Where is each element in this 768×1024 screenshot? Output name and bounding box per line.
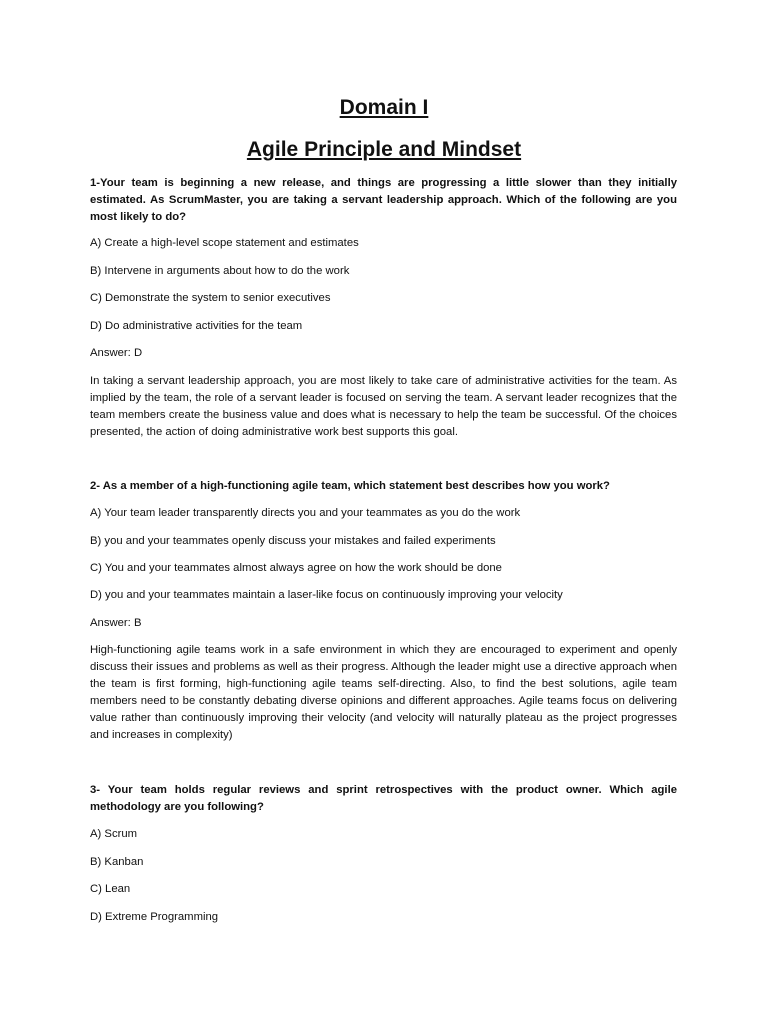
domain-heading: Domain I xyxy=(339,96,429,119)
q3-option-c: C) Lean xyxy=(90,883,131,895)
q3-option-d: D) Extreme Programming xyxy=(90,911,219,923)
topic-heading: Agile Principle and Mindset xyxy=(246,138,522,161)
q2-option-d: D) you and your teammates maintain a laser-like focus on continuously improving your velocity xyxy=(90,589,563,601)
q1-answer: Answer: D xyxy=(90,347,143,359)
q3-option-a: A) Scrum xyxy=(90,828,138,840)
q1-explanation: In taking a servant leadership approach, you are most likely to take care of administrative activities for the team. As implied by the team, the role of a servant leader is focused on serving the team. A servant leader recognizes that the team members create the business value and does what is necessary to help the team be successful. Of the choices presented, the action of doing administrative work best supports this goal. xyxy=(90,375,677,438)
q1-option-d: D) Do administrative activities for the team xyxy=(90,320,303,332)
q3-option-b: B) Kanban xyxy=(90,856,144,868)
question-2: 2- As a member of a high-functioning agile team, which statement best describes how you work? xyxy=(90,480,610,492)
q1-option-b: B) Intervene in arguments about how to do the work xyxy=(90,265,350,277)
q2-option-a: A) Your team leader transparently directs you and your teammates as you do the work xyxy=(90,507,521,519)
q2-answer: Answer: B xyxy=(90,617,142,629)
q2-option-c: C) You and your teammates almost always agree on how the work should be done xyxy=(90,562,502,574)
q2-option-b: B) you and your teammates openly discuss your mistakes and failed experiments xyxy=(90,535,496,547)
q1-option-a: A) Create a high-level scope statement and estimates xyxy=(90,237,359,249)
q2-explanation: High-functioning agile teams work in a safe environment in which they are encouraged to experiment and openly discuss their issues and problems as well as their progress. Although the leader might use a directive approach when the team is first forming, high-functioning agile teams self-directing. Also, to find the best solutions, agile team members need to be constantly debating diverse opinions and different approaches. Agile teams focus on delivering value rather than continuously improving their velocity (and velocity will naturally plateau as the project progresses and increases in complexity) xyxy=(90,644,677,741)
question-3: 3- Your team holds regular reviews and sprint retrospectives with the product owner. Which agile methodology are you following? xyxy=(90,784,677,813)
q1-option-c: C) Demonstrate the system to senior executives xyxy=(90,292,331,304)
question-1: 1-Your team is beginning a new release, and things are progressing a little slower than they initially estimated. As ScrumMaster, you are taking a servant leadership approach. Which of the following are you most likely to do? xyxy=(90,177,677,223)
